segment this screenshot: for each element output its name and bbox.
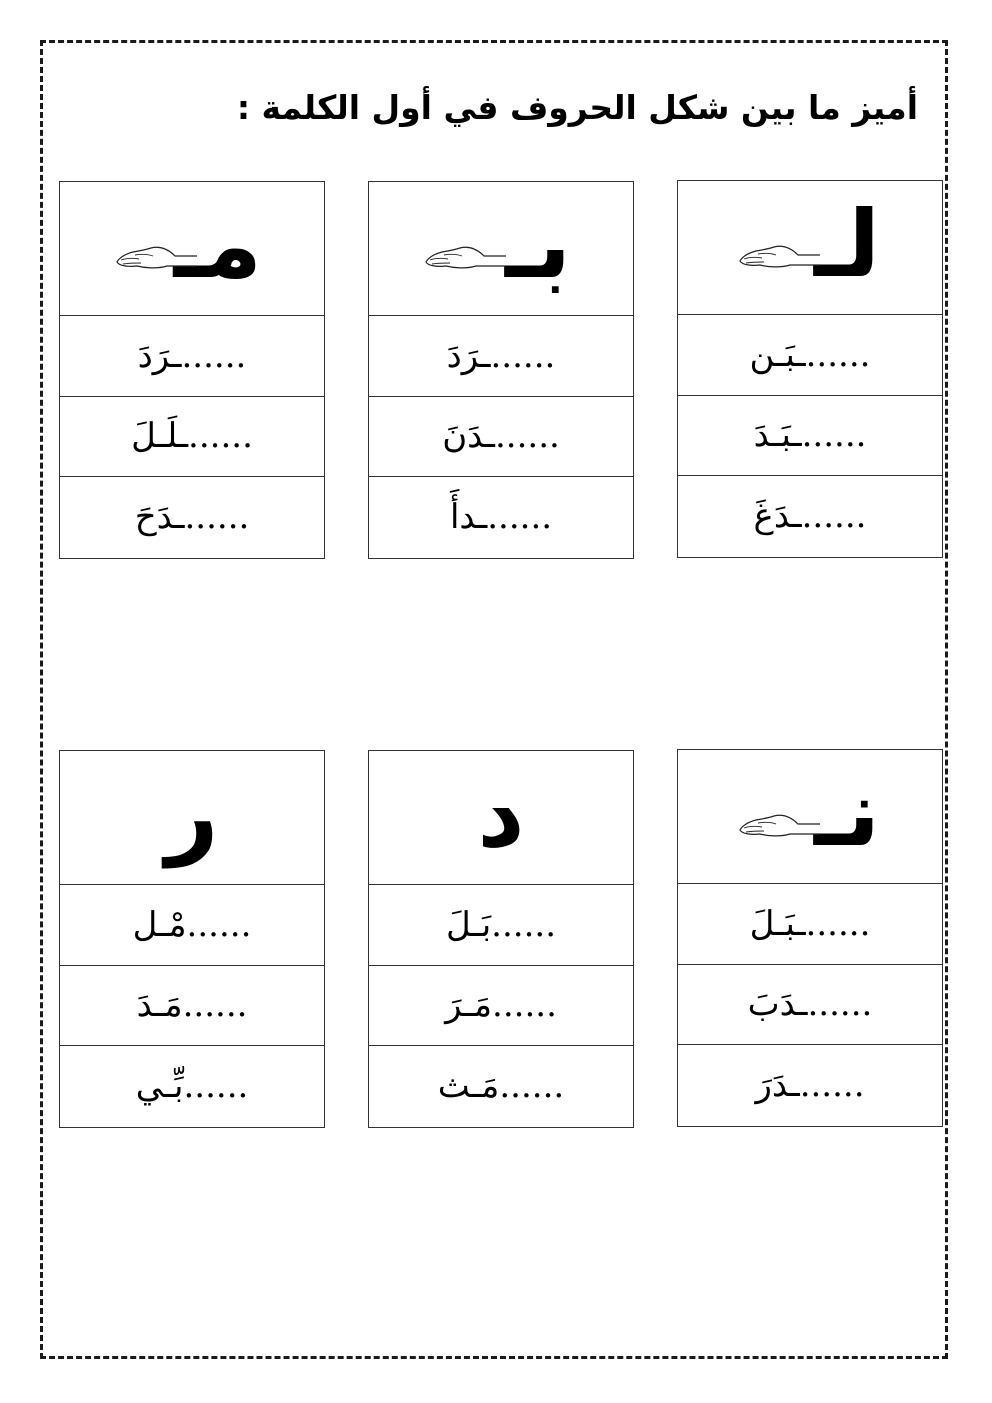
pointing-hand-icon [115,236,199,276]
card-header [678,181,942,315]
pointing-hand-icon [738,804,822,844]
card-header [60,182,324,316]
letter-glyph: د [477,761,525,868]
word-row: ......ـدَنَ [369,397,633,478]
letter-glyph: لـ [814,191,880,298]
card-header [60,751,324,885]
letter-card-ra [59,750,325,1128]
word-row: ......مَـث [437,1066,565,1107]
pointing-hand-icon [738,235,822,275]
letter-glyph: ر [165,761,219,868]
letter-glyph: نـ [814,760,880,867]
word-row: ......بِّـي [135,1066,249,1107]
word-row: ......مْـل [60,885,324,966]
word-row: ......مَـرَ [369,966,633,1047]
letter-card-ba [368,181,634,559]
card-header [369,751,633,885]
letter-card-lam [677,180,943,558]
word-row: ......ـبَـلَ [678,884,942,965]
word-row: ......ـبَـن [678,315,942,396]
worksheet-title: أميز ما بين شكل الحروف في أول الكلمة : [236,88,918,127]
word-row: ......ـبَـدَ [678,396,942,477]
word-row: ......ـرَدَ [60,316,324,397]
pointing-hand-icon [424,236,508,276]
word-row: ......ـدَرَ [755,1065,865,1106]
word-row: ......مَـدَ [60,966,324,1047]
word-row: ......ـرَدَ [369,316,633,397]
card-header [369,182,633,316]
word-row: ......ـدَغَ [753,496,867,537]
word-row: ......ـدَبَ [678,965,942,1046]
letter-glyph: بـ [505,192,571,299]
word-row: ......بَـلَ [369,885,633,966]
letter-card-dal [368,750,634,1128]
word-row: ......ـدأَ [449,497,553,538]
word-row: ......ـلَـلَ [60,397,324,478]
letter-card-nun [677,749,943,1127]
letter-glyph: مـ [173,192,262,299]
letter-card-mim [59,181,325,559]
card-header [678,750,942,884]
word-row: ......ـدَحَ [134,497,250,538]
